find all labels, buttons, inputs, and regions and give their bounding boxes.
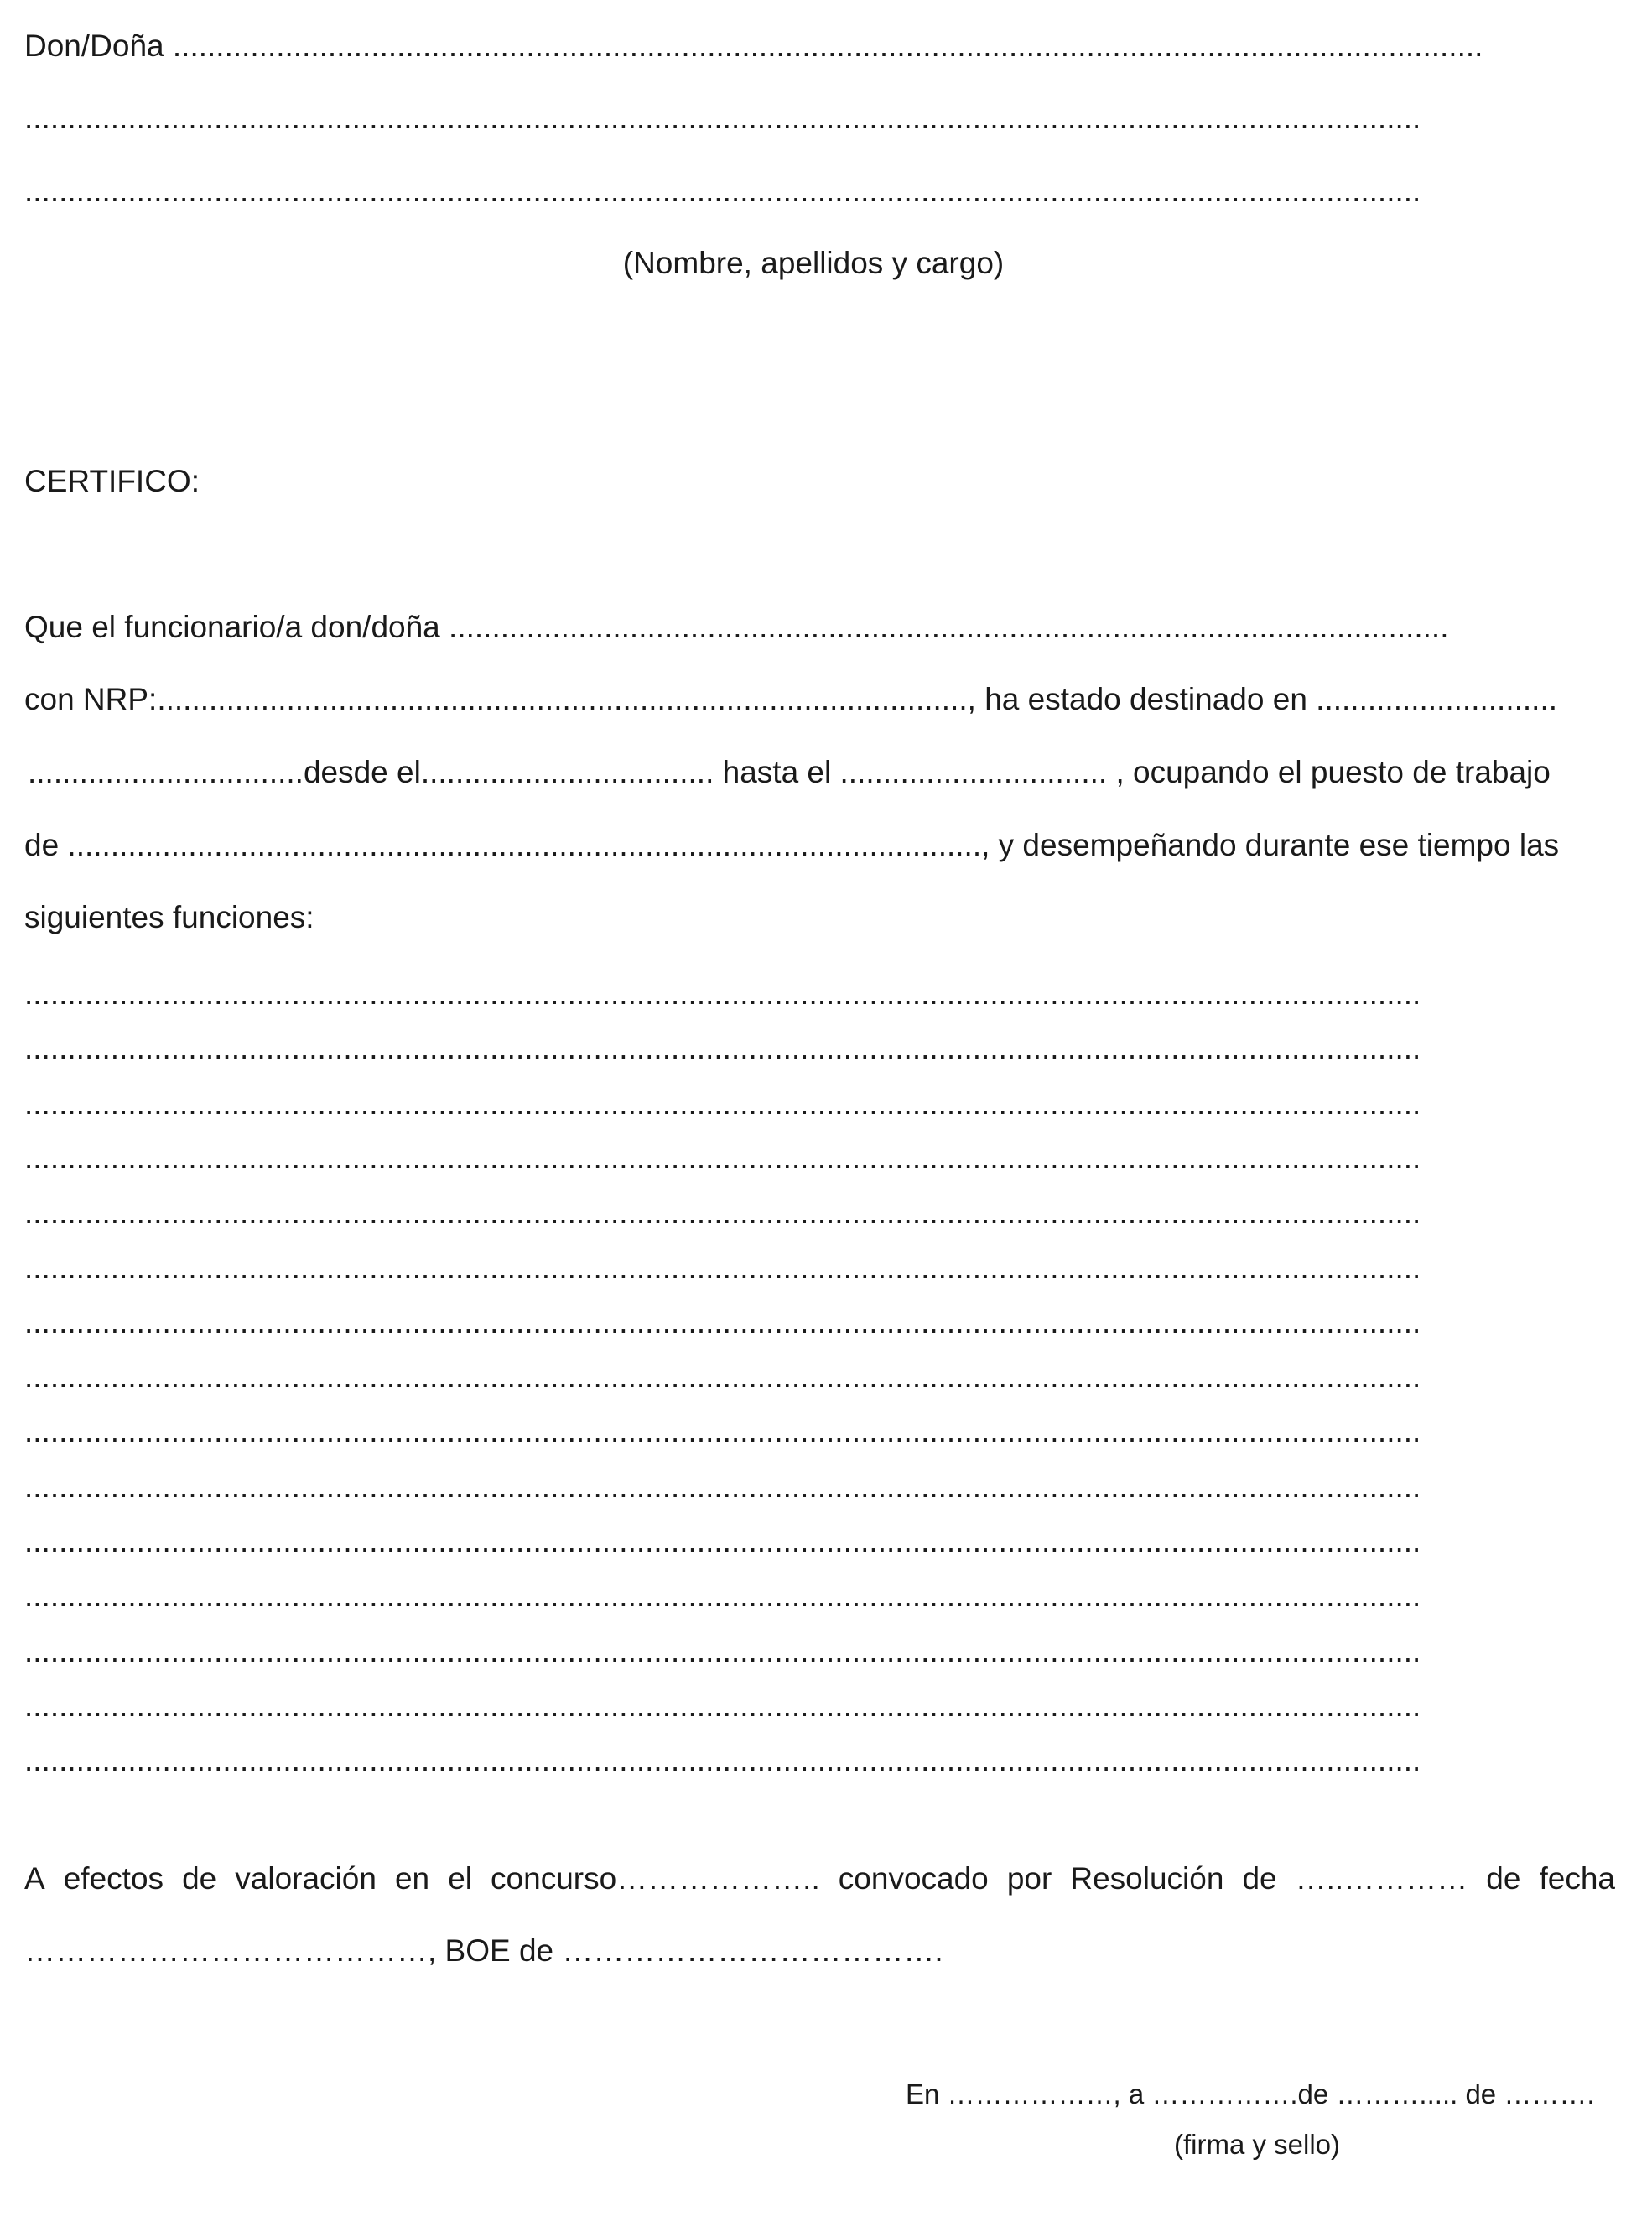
body-line-4: de .........................................................................................................., y desempeñando durante ese tiempo las [24, 828, 1560, 862]
function-line: .................................................................................................................................................................. [24, 1088, 1421, 1119]
effects-word: …..………… [1295, 1861, 1468, 1896]
effects-line-2: …………………………………, BOE de ………………………………. [24, 1933, 943, 1968]
function-line: .................................................................................................................................................................. [24, 1142, 1421, 1173]
function-line: .................................................................................................................................................................. [24, 1197, 1421, 1228]
function-line: .................................................................................................................................................................. [24, 1580, 1421, 1611]
signature-caption: (firma y sello) [1174, 2129, 1341, 2160]
body-line-2: con NRP:.............................................................................................., ha estado destinado en ............................ [24, 682, 1558, 716]
effects-word: A [24, 1861, 45, 1896]
function-line: .................................................................................................................................................................. [24, 1307, 1421, 1338]
function-line: .................................................................................................................................................................. [24, 1745, 1421, 1776]
effects-word: fecha [1539, 1861, 1615, 1896]
name-caption: (Nombre, apellidos y cargo) [622, 246, 1005, 280]
body-line-3: ................................desde el.................................. hasta el ............................... , ocupando el puesto de trabajo [28, 755, 1551, 789]
function-line: .................................................................................................................................................................. [24, 1252, 1421, 1283]
effects-line-1 [24, 1863, 1615, 1894]
effects-word: valoración [235, 1861, 377, 1896]
function-line: .................................................................................................................................................................. [24, 978, 1421, 1009]
certifico-heading: CERTIFICO: [24, 464, 200, 498]
function-line: .................................................................................................................................................................. [24, 1636, 1421, 1667]
function-line: .................................................................................................................................................................. [24, 1690, 1421, 1721]
body-line-1: Que el funcionario/a don/doña .................................................................................................................... [24, 610, 1449, 644]
place-date-line: En ………………, a …………….de ………..... de ………. [906, 2078, 1595, 2110]
function-line: .................................................................................................................................................................. [24, 1361, 1421, 1392]
effects-word: concurso……………….. [491, 1861, 820, 1896]
effects-word: Resolución [1070, 1861, 1224, 1896]
name-field-line-3: .................................................................................................................................................................. [24, 175, 1421, 206]
effects-word: en [394, 1861, 430, 1896]
effects-word: de [1486, 1861, 1521, 1896]
effects-word: por [1006, 1861, 1052, 1896]
effects-word: de [182, 1861, 217, 1896]
effects-word: convocado [838, 1861, 989, 1896]
effects-word: de [1242, 1861, 1277, 1896]
function-line: .................................................................................................................................................................. [24, 1416, 1421, 1447]
effects-word: el [448, 1861, 472, 1896]
function-line: .................................................................................................................................................................. [24, 1526, 1421, 1557]
name-field-line-1: Don/Doña ........................................................................................................................................................ [24, 29, 1483, 63]
name-field-line-2: .................................................................................................................................................................. [24, 102, 1421, 133]
body-line-5: siguientes funciones: [24, 900, 314, 934]
effects-word: efectos [63, 1861, 164, 1896]
function-line: .................................................................................................................................................................. [24, 1033, 1421, 1064]
function-line: .................................................................................................................................................................. [24, 1471, 1421, 1502]
